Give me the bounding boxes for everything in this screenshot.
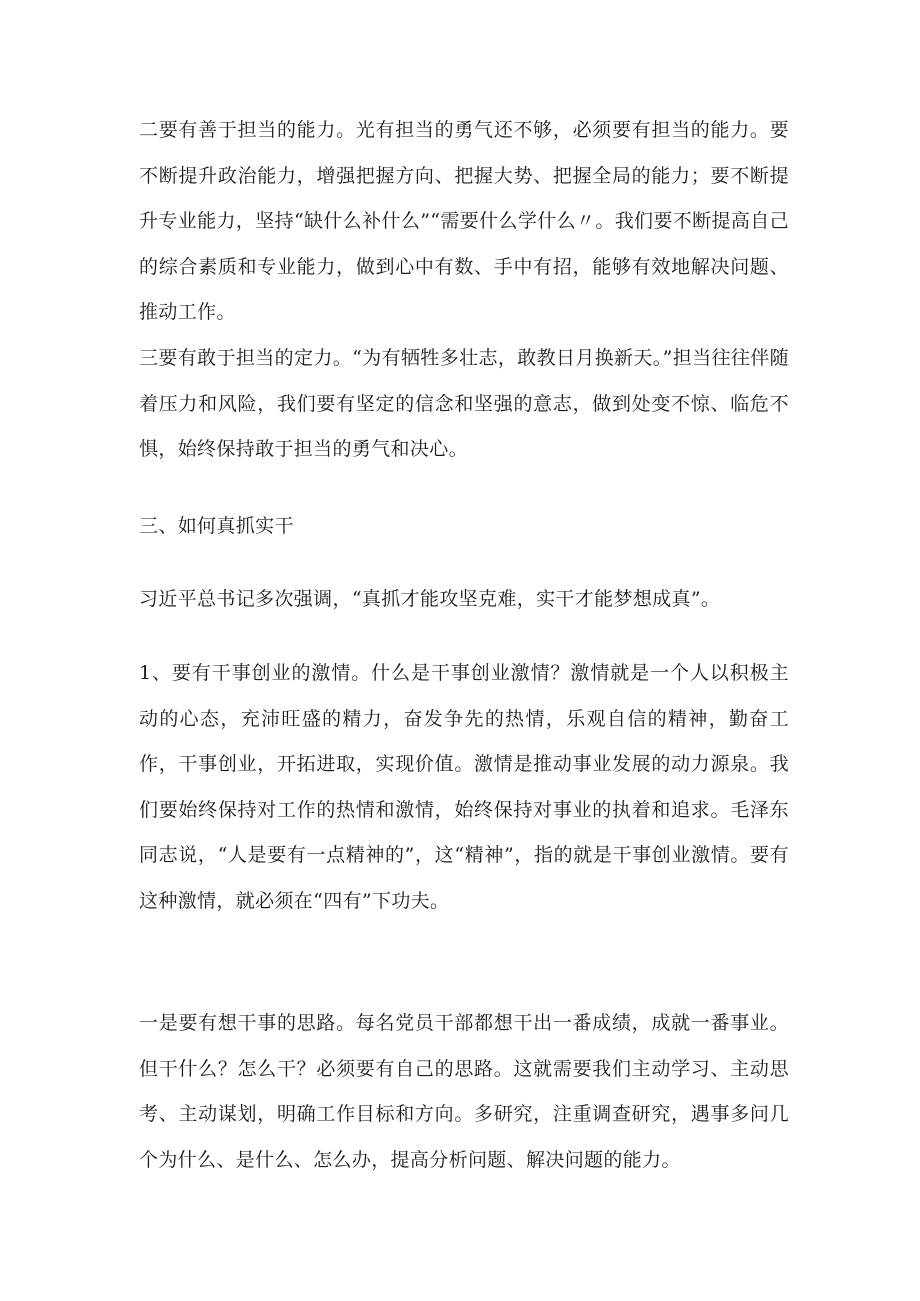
paragraph-ideas: 一是要有想干事的思路。每名党员干部都想干出一番成绩，成就一番事业。但干什么？怎么干？必须要有自己的思路。这就需要我们主动学习、主动思考、主动谋划，明确工作目标和方向。多研究，注重调查研究，遇事多问几个为什么、是什么、怎么办，提高分析问题、解决问题的能力。 (139, 1012, 789, 1171)
paragraph-ability: 二要有善于担当的能力。光有担当的勇气还不够，必须要有担当的能力。要不断提升政治能力，增强把握方向、把握大势、把握全局的能力；要不断提升专业能力，坚持“缺什么补什么”“需要什么学什么〃。我们要不断提高自己的综合素质和专业能力，做到心中有数、手中有招，能够有效地解决问题、推动工作。 (139, 119, 789, 323)
paragraph-resolve: 三要有敢于担当的定力。“为有牺牲多壮志，敢教日月换新天。”担当往往伴随着压力和风险，我们要有坚定的信念和坚强的意志，做到处变不惊、临危不惧，始终保持敢于担当的勇气和决心。 (139, 347, 789, 460)
paragraph-quote: 习近平总书记多次强调，“真抓才能攻坚克难，实干才能梦想成真”。 (139, 588, 721, 610)
section-heading: 三、如何真抓实干 (139, 515, 294, 537)
paragraph-passion: 1、要有干事创业的激情。什么是干事创业激情？激情就是一个人以积极主动的心态，充沛旺盛的精力，奋发争先的热情，乐观自信的精神，勤奋工作，干事创业，开拓进取，实现价值。激情是推动事业发展的动力源泉。我们要始终保持对工作的热情和激情，始终保持对事业的执着和追求。毛泽东同志说，“人是要有一点精神的”，这“精神”，指的就是干事创业激情。要有这种激情，就必须在“四有”下功夫。 (139, 662, 789, 912)
